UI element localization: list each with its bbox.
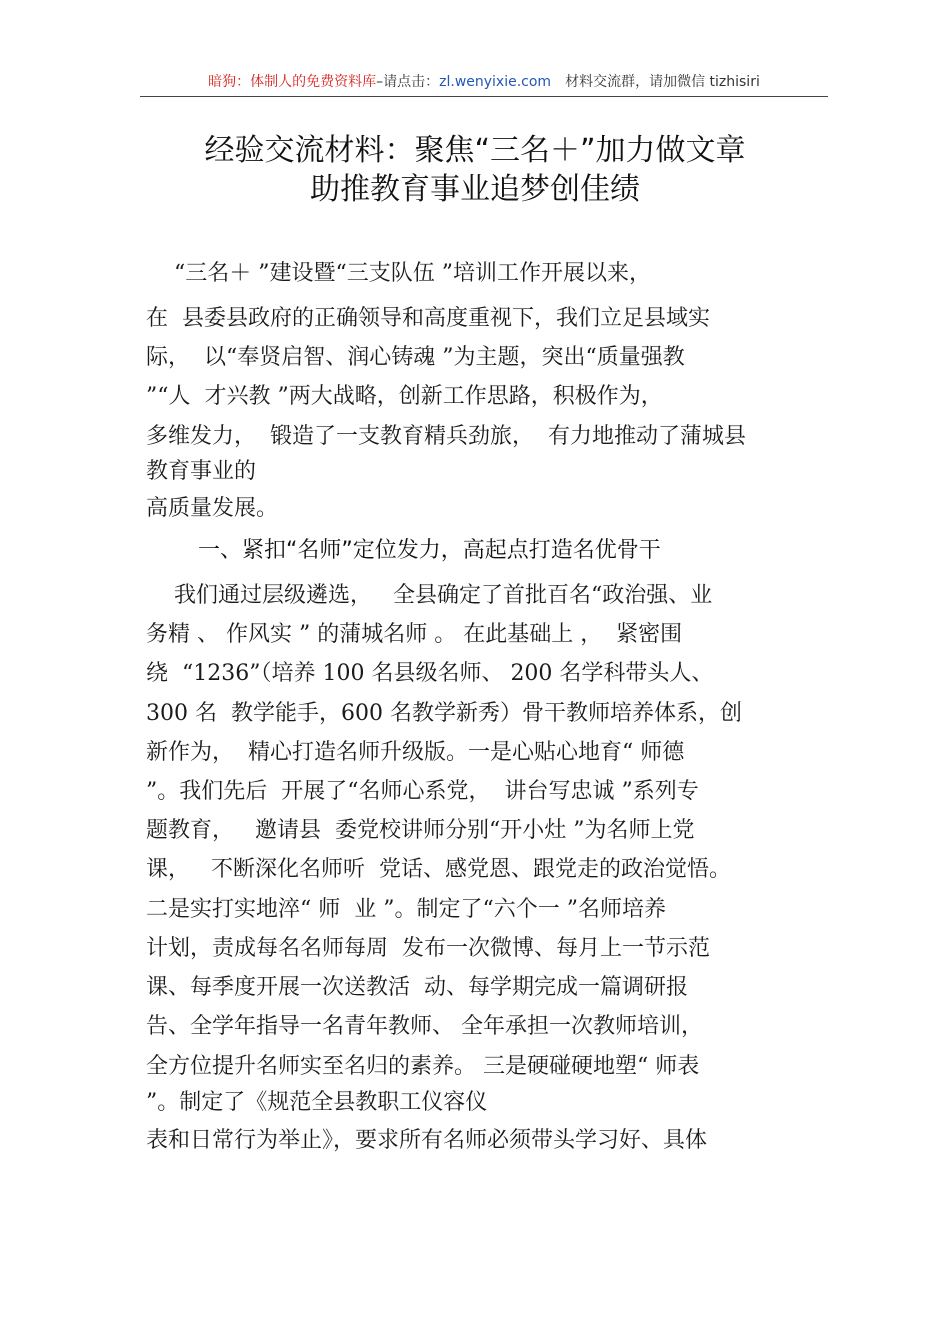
body-line: ”。我们先后 开展了“名师心系党， 讲台写忠诚 ”系列专 <box>146 779 699 804</box>
intro-line: “三名＋ ”建设暨“三支队伍 ”培训工作开展以来， <box>146 261 651 286</box>
intro-line: ”“人 才兴教 ”两大战略，创新工作思路，积极作为， <box>146 384 663 409</box>
body-line: 课、每季度开展一次送教活 动、每学期完成一篇调研报 <box>146 975 688 1000</box>
intro-line: 高质量发展。 <box>146 496 279 521</box>
header-click-prompt: –请点击： <box>376 74 440 90</box>
intro-line: 教育事业的 <box>146 459 257 484</box>
header-wechat-note: 材料交流群，请加微信 tizhisiri <box>565 74 760 90</box>
body-line: 务精 、 作风实 ” 的蒲城名师 。 在此基础上 ， 紧密围 <box>146 622 683 647</box>
body-line: 课， 不断深化名师听 党话、感党恩、跟党走的政治觉悟。 <box>146 857 731 882</box>
body-line: 题教育， 邀请县 委党校讲师分别“开小灶 ”为名师上党 <box>146 818 695 843</box>
body-line: 表和日常行为举止》，要求所有名师必须带头学习好、具体 <box>146 1128 708 1153</box>
body-line: 300 名 教学能手，600 名教学新秀）骨干教师培养体系，创 <box>146 701 742 726</box>
body-line: ”。制定了《规范全县教职工仪容仪 <box>146 1090 488 1115</box>
page-header <box>140 72 828 97</box>
document-title-line-2: 助推教育事业追梦创佳绩 <box>310 172 640 207</box>
section-heading-1: 一、紧扣“名师”定位发力，高起点打造名优骨干 <box>198 538 661 563</box>
header-link[interactable]: zl.wenyixie.com <box>439 74 552 90</box>
body-line: 全方位提升名师实至名归的素养。 三是硬碰硬地塑“ 师表 <box>146 1054 700 1079</box>
body-line: 二是实打实地淬“ 师 业 ”。制定了“六个一 ”名师培养 <box>146 897 666 922</box>
document-title-line-1: 经验交流材料：聚焦“三名＋”加力做文章 <box>204 133 746 168</box>
intro-line: 在 县委县政府的正确领导和高度重视下，我们立足县域实 <box>146 306 710 331</box>
body-line: 绕 “1236”（培养 100 名县级名师、 200 名学科带头人、 <box>146 661 714 686</box>
header-site-name: 暗狗：体制人的免费资料库 <box>208 74 377 90</box>
body-line: 计划，责成每名名师每周 发布一次微博、每月上一节示范 <box>146 936 710 961</box>
body-line: 新作为， 精心打造名师升级版。一是心贴心地育“ 师德 <box>146 740 685 765</box>
intro-line: 多维发力， 锻造了一支教育精兵劲旅， 有力地推动了蒲城县 <box>146 424 746 449</box>
intro-line: 际， 以“奉贤启智、润心铸魂 ”为主题，突出“质量强教 <box>146 345 685 370</box>
body-line: 告、全学年指导一名青年教师、 全年承担一次教师培训， <box>146 1014 703 1039</box>
body-line: 我们通过层级遴选， 全县确定了首批百名“政治强、业 <box>146 583 713 608</box>
